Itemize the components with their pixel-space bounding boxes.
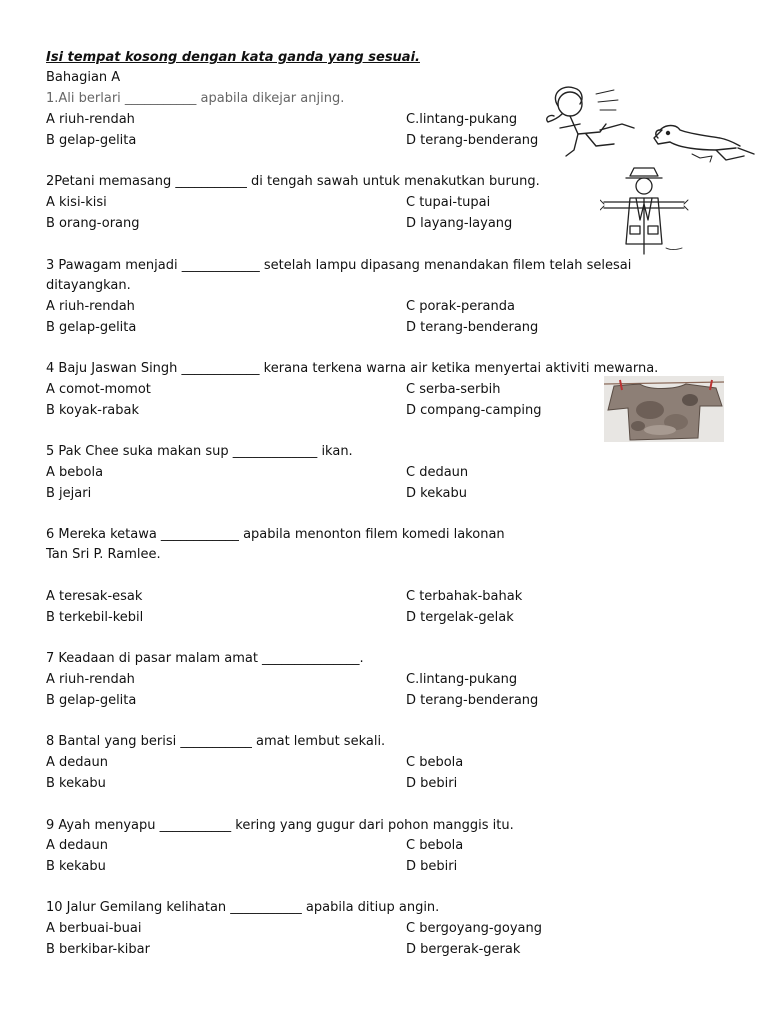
q8-option-d: D bebiri — [406, 776, 458, 791]
q1-option-b: B gelap-gelita — [46, 133, 137, 148]
q4-option-d: D compang-camping — [406, 403, 542, 418]
question-3-line-2: ditayangkan. — [46, 278, 131, 293]
q4-option-c: C serba-serbih — [406, 382, 501, 397]
q5-option-a: A bebola — [46, 465, 104, 480]
running-boy-and-dog-illustration — [540, 84, 765, 166]
question-3: 3 Pawagam menjadi ____________ setelah lampu dipasang menandakan filem telah selesai — [46, 258, 632, 273]
q6-option-c: C terbahak-bahak — [406, 589, 523, 604]
q5-option-d: D kekabu — [406, 486, 467, 501]
q10-option-c: C bergoyang-goyang — [406, 921, 542, 936]
q9-option-d: D bebiri — [406, 859, 458, 874]
q5-option-b: B jejari — [46, 486, 92, 501]
q1-option-d: D terang-benderang — [406, 133, 539, 148]
q7-option-c: C.lintang-pukang — [406, 672, 518, 687]
q9-option-b: B kekabu — [46, 859, 106, 874]
q2-option-b: B orang-orang — [46, 216, 140, 231]
section-label: Bahagian A — [46, 70, 121, 85]
q3-option-a: A riuh-rendah — [46, 299, 135, 314]
q10-option-b: B berkibar-kibar — [46, 942, 150, 957]
q8-option-c: C bebola — [406, 755, 464, 770]
q2-option-a: A kisi-kisi — [46, 195, 107, 210]
worksheet-title: Isi tempat kosong dengan kata ganda yang sesuai. — [46, 50, 420, 65]
q7-option-d: D terang-benderang — [406, 693, 539, 708]
q3-option-d: D terang-benderang — [406, 320, 539, 335]
q10-option-d: D bergerak-gerak — [406, 942, 521, 957]
q8-option-a: A dedaun — [46, 755, 108, 770]
question-1: 1.Ali berlari ___________ apabila dikejar anjing. — [46, 91, 345, 106]
q3-option-b: B gelap-gelita — [46, 320, 137, 335]
q4-option-a: A comot-momot — [46, 382, 151, 397]
q7-option-a: A riuh-rendah — [46, 672, 135, 687]
q7-option-b: B gelap-gelita — [46, 693, 137, 708]
q1-option-c: C.lintang-pukang — [406, 112, 518, 127]
question-10: 10 Jalur Gemilang kelihatan ___________ apabila ditiup angin. — [46, 900, 440, 915]
q3-option-c: C porak-peranda — [406, 299, 515, 314]
question-9: 9 Ayah menyapu ___________ kering yang gugur dari pohon manggis itu. — [46, 818, 514, 833]
q6-option-d: D tergelak-gelak — [406, 610, 514, 625]
dirty-shirt-photo — [604, 376, 724, 442]
question-8: 8 Bantal yang berisi ___________ amat lembut sekali. — [46, 734, 386, 749]
scarecrow-illustration — [600, 164, 690, 256]
question-2: 2Petani memasang ___________ di tengah sawah untuk menakutkan burung. — [46, 174, 540, 189]
q10-option-a: A berbuai-buai — [46, 921, 142, 936]
q6-option-b: B terkebil-kebil — [46, 610, 144, 625]
q6-option-a: A teresak-esak — [46, 589, 143, 604]
q9-option-c: C bebola — [406, 838, 464, 853]
q5-option-c: C dedaun — [406, 465, 469, 480]
question-4: 4 Baju Jaswan Singh ____________ kerana terkena warna air ketika menyertai aktiviti mewarna. — [46, 361, 659, 376]
question-7: 7 Keadaan di pasar malam amat _______________. — [46, 651, 364, 666]
q2-option-d: D layang-layang — [406, 216, 513, 231]
q8-option-b: B kekabu — [46, 776, 106, 791]
question-5: 5 Pak Chee suka makan sup _____________ ikan. — [46, 444, 353, 459]
question-6-line-2: Tan Sri P. Ramlee. — [46, 547, 161, 562]
q1-option-a: A riuh-rendah — [46, 112, 135, 127]
q2-option-c: C tupai-tupai — [406, 195, 491, 210]
question-6: 6 Mereka ketawa ____________ apabila menonton filem komedi lakonan — [46, 527, 505, 542]
q9-option-a: A dedaun — [46, 838, 108, 853]
q4-option-b: B koyak-rabak — [46, 403, 140, 418]
